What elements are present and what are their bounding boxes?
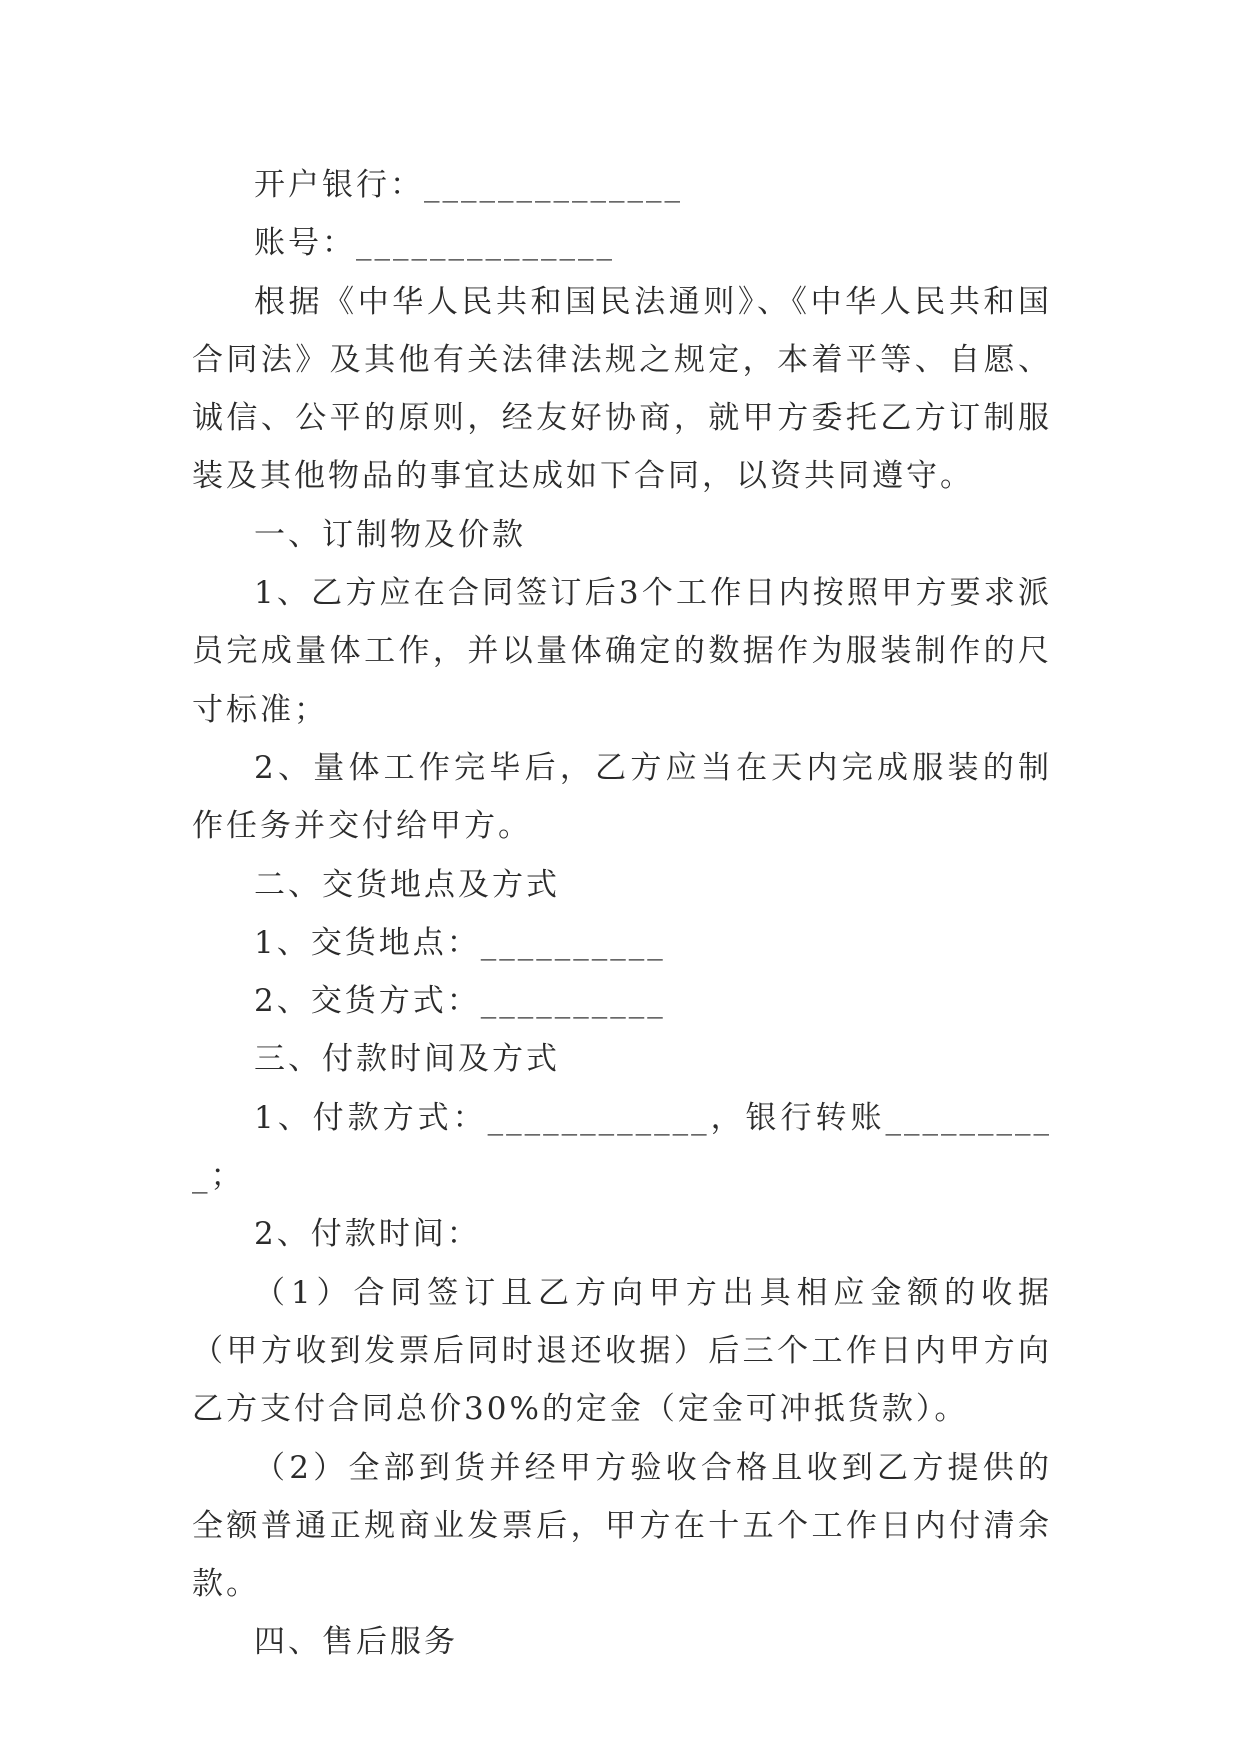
- clause-3-2-a: （1）合同签订且乙方向甲方出具相应金额的收据（甲方收到发票后同时退还收据）后三个工作日内甲方向乙方支付合同总价30%的定金（定金可冲抵货款）。: [192, 1274, 1052, 1428]
- account-line: 账号：______________: [254, 225, 615, 262]
- clause-3-2: 2、付款时间：: [254, 1216, 481, 1253]
- clause-3-1: 1、付款方式：____________，银行转账__________；: [192, 1099, 1052, 1195]
- clause-1-2: 2、量体工作完毕后，乙方应当在天内完成服装的制作任务并交付给甲方。: [192, 749, 1052, 845]
- clause-2-1: 1、交货地点：__________: [254, 924, 666, 961]
- document-body: [192, 156, 1052, 1672]
- preamble-paragraph: 根据《中华人民共和国民法通则》、《中华人民共和国合同法》及其他有关法律法规之规定，本着平等、自愿、诚信、公平的原则，经友好协商，就甲方委托乙方订制服装及其他物品的事宜达成如下合同，以资共同遵守。: [192, 283, 1052, 495]
- clause-1-1: 1、乙方应在合同签订后3个工作日内按照甲方要求派员完成量体工作，并以量体确定的数据作为服装制作的尺寸标准；: [192, 575, 1052, 728]
- clause-3-2-b: （2）全部到货并经甲方验收合格且收到乙方提供的全额普通正规商业发票后，甲方在十五个工作日内付清余款。: [192, 1449, 1052, 1603]
- section-heading-1: 一、订制物及价款: [254, 516, 526, 553]
- clause-2-2: 2、交货方式：__________: [254, 983, 666, 1020]
- bank-line: 开户银行：______________: [254, 167, 683, 203]
- section-heading-2: 二、交货地点及方式: [254, 866, 560, 903]
- section-heading-4: 四、售后服务: [254, 1624, 458, 1661]
- section-heading-3: 三、付款时间及方式: [254, 1041, 560, 1078]
